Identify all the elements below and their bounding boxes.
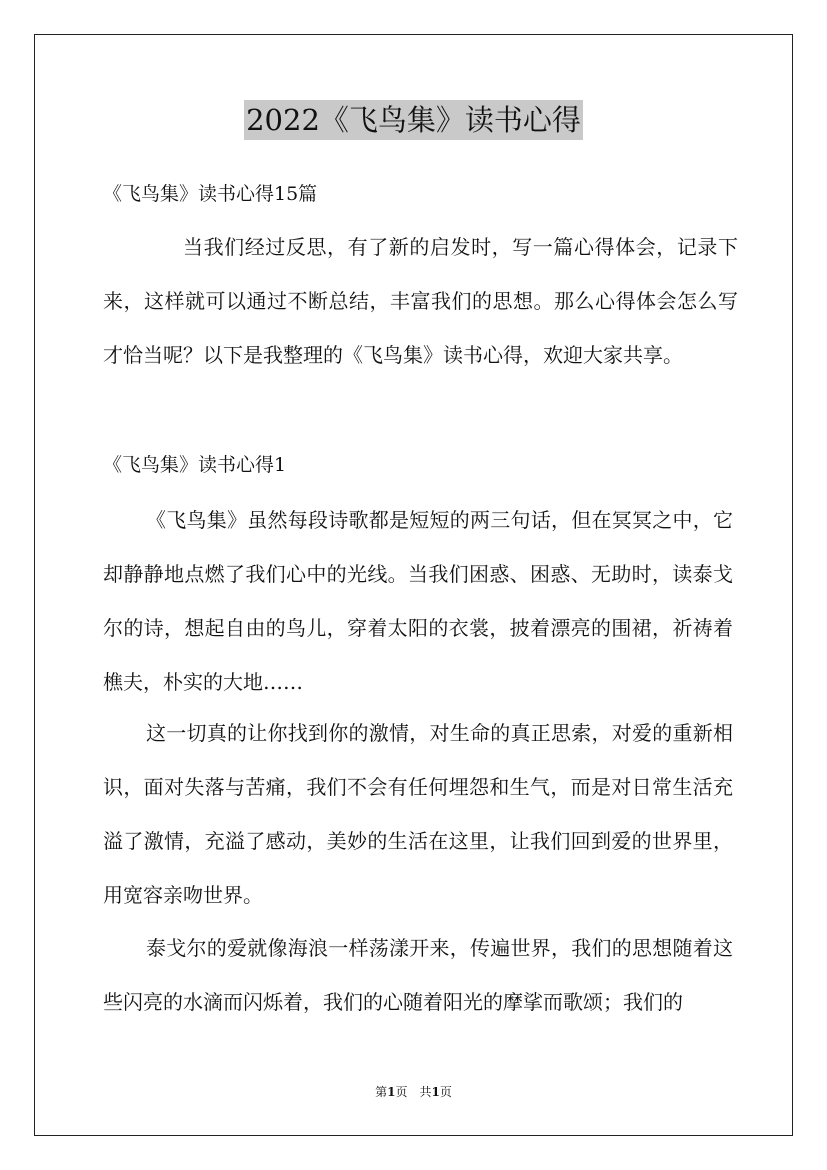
body-paragraph-2: 这一切真的让你找到你的激情，对生命的真正思索，对爱的重新相识，面对失落与苦痛，我们不会有任何埋怨和生气，而是对日常生活充溢了激情，充溢了感动，美妙的生活在这里，让我们回到爱的世界里，用宽容亲吻世界。 <box>103 721 733 907</box>
intro-paragraph: 当我们经过反思，有了新的启发时，写一篇心得体会，记录下来，这样就可以通过不断总结，丰富我们的思想。那么心得体会怎么写才恰当呢？以下是我整理的《飞鸟集》读书心得，欢迎大家共享。 <box>103 235 738 367</box>
footer-page-mid: 页 共 <box>395 1085 432 1099</box>
body-paragraph-3: 泰戈尔的爱就像海浪一样荡漾开来，传遍世界，我们的思想随着这些闪亮的水滴而闪烁着，我们的心随着阳光的摩挲而歌颂；我们的 <box>103 936 733 1014</box>
section-heading: 《飞鸟集》读书心得1 <box>103 454 287 476</box>
document-title: 2022《飞鸟集》读书心得 <box>244 100 583 140</box>
footer-page-current: 1 <box>387 1085 396 1099</box>
title-container <box>0 100 827 140</box>
footer-page-suffix: 页 <box>439 1085 452 1099</box>
page-footer <box>0 1083 827 1101</box>
footer-page-prefix: 第 <box>375 1085 388 1099</box>
document-subtitle: 《飞鸟集》读书心得15篇 <box>103 183 318 205</box>
body-paragraph-1: 《飞鸟集》虽然每段诗歌都是短短的两三句话，但在冥冥之中，它却静静地点燃了我们心中的光线。当我们困惑、困惑、无助时，读泰戈尔的诗，想起自由的鸟儿，穿着太阳的衣裳，披着漂亮的围裙，祈祷着樵夫，朴实的大地…… <box>103 508 733 694</box>
footer-page-total: 1 <box>431 1085 440 1099</box>
